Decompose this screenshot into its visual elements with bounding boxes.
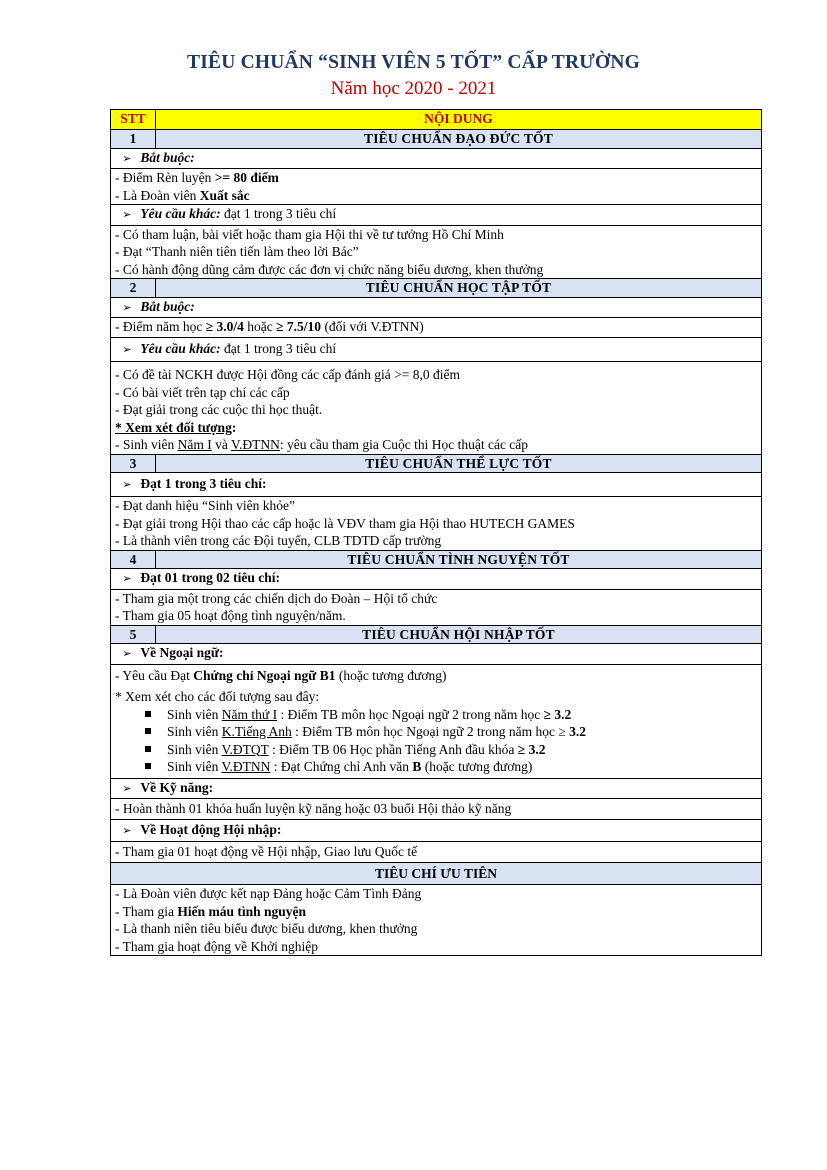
arrow-bullet-icon: ➢	[122, 479, 132, 491]
arrow-bullet-icon: ➢	[122, 573, 132, 585]
content-cell	[111, 799, 762, 820]
page-title: TIÊU CHUẨN “SINH VIÊN 5 TỐT” CẤP TRƯỜNG	[187, 52, 640, 73]
content-cell	[111, 589, 762, 625]
criteria-table	[110, 109, 762, 956]
content-cell	[111, 318, 762, 338]
list-item: - Có tham luận, bài viết hoặc tham gia Hội thi về tư tưởng Hồ Chí Minh	[115, 226, 504, 242]
section-number: 1	[111, 130, 156, 149]
section-title: TIÊU CHUẨN ĐẠO ĐỨC TỐT	[156, 130, 762, 149]
list-item: - Tham gia 05 hoạt động tình nguyện/năm.	[115, 608, 346, 623]
section-header-5	[111, 625, 762, 644]
section-title: TIÊU CHUẨN THỂ LỰC TỐT	[156, 454, 762, 473]
content-cell	[111, 885, 762, 956]
list-item: - Là Đoàn viên Xuất sắc	[115, 187, 250, 203]
section-number: 4	[111, 550, 156, 569]
content-cell	[111, 842, 762, 863]
list-item: - Có bài viết trên tạp chí các cấp	[115, 384, 290, 400]
list-item: - Tham gia 01 hoạt động về Hội nhập, Giao lưu Quốc tế	[115, 844, 418, 859]
section-title: TIÊU CHUẨN TÌNH NGUYỆN TỐT	[156, 550, 762, 569]
list-item: - Đạt danh hiệu “Sinh viên khỏe”	[115, 498, 295, 513]
arrow-bullet-icon: ➢	[122, 648, 132, 660]
list-item: - Đạt giải trong các cuộc thi học thuật.	[115, 402, 323, 417]
content-cell	[111, 225, 762, 279]
list-item: - Tham gia hoạt động về Khởi nghiệp	[115, 938, 318, 954]
arrow-bullet-icon: ➢	[122, 825, 132, 837]
arrow-bullet-icon: ➢	[122, 301, 132, 314]
square-bullet-icon	[145, 711, 151, 717]
list-item: - Là thành viên trong các Đội tuyển, CLB TDTD cấp trường	[115, 533, 442, 548]
list-item: - Có hành động dũng cảm được các đơn vị chức năng biểu dương, khen thưởng	[115, 261, 544, 277]
subheading-other: ➢ Yêu cầu khác: đạt 1 trong 3 tiêu chí	[111, 338, 762, 362]
bullet-item: Sinh viên Năm thứ I : Điểm TB môn học Ngoại ngữ 2 trong năm học ≥ 3.2	[115, 706, 757, 724]
list-item: - Là thanh niên tiêu biểu được biểu dương, khen thưởng	[115, 921, 418, 936]
subheading-required: ➢ Bắt buộc:	[111, 297, 762, 318]
list-item: - Có đề tài NCKH được Hội đồng các cấp đánh giá >= 8,0 điểm	[115, 367, 460, 382]
arrow-bullet-icon: ➢	[122, 344, 132, 356]
section-header-4	[111, 550, 762, 569]
consider-label: * Xem xét đối tượng:	[115, 419, 237, 435]
subheading-integration: ➢ Về Hoạt động Hội nhập:	[111, 820, 762, 842]
list-item: - Sinh viên Năm I và V.ĐTNN: yêu cầu tham gia Cuộc thi Học thuật các cấp	[115, 437, 529, 452]
list-item: - Là Đoàn viên được kết nạp Đảng hoặc Cảm Tình Đảng	[115, 886, 422, 901]
bullet-item: Sinh viên V.ĐTQT : Điểm TB 06 Học phần Tiếng Anh đầu khóa ≥ 3.2	[115, 741, 757, 759]
list-item: * Xem xét cho các đối tượng sau đây:	[115, 689, 320, 704]
content-cell	[111, 664, 762, 778]
section-title: TIÊU CHUẨN HỘI NHẬP TỐT	[156, 625, 762, 644]
section-title: TIÊU CHUẨN HỌC TẬP TỐT	[156, 279, 762, 298]
arrow-bullet-icon: ➢	[122, 782, 132, 795]
section-number: 5	[111, 625, 156, 644]
section-header-1	[111, 130, 762, 149]
square-bullet-icon	[145, 728, 151, 734]
priority-header	[111, 863, 762, 885]
list-item: - Đạt “Thanh niên tiên tiến làm theo lời Bác”	[115, 244, 359, 259]
page-subtitle: Năm học 2020 - 2021	[330, 78, 497, 99]
section-number: 3	[111, 454, 156, 473]
table-header-row	[111, 110, 762, 130]
list-item: - Điểm năm học ≥ 3.0/4 hoặc ≥ 7.5/10 (đối với V.ĐTNN)	[115, 319, 424, 334]
section-header-3	[111, 454, 762, 473]
list-item: - Yêu cầu Đạt Chứng chỉ Ngoại ngữ B1 (hoặc tương đương)	[115, 667, 447, 683]
content-cell	[111, 169, 762, 205]
list-item: - Hoàn thành 01 khóa huấn luyện kỹ năng hoặc 03 buổi Hội thảo kỹ năng	[115, 801, 512, 816]
header-content: NỘI DUNG	[156, 110, 762, 130]
square-bullet-icon	[145, 763, 151, 769]
list-item: - Tham gia Hiến máu tình nguyện	[115, 903, 307, 919]
section-number: 2	[111, 279, 156, 298]
content-cell	[111, 362, 762, 455]
section-header-2	[111, 279, 762, 298]
square-bullet-icon	[145, 746, 151, 752]
arrow-bullet-icon: ➢	[122, 152, 132, 165]
list-item: - Tham gia một trong các chiến dịch do Đoàn – Hội tổ chức	[115, 590, 438, 606]
section-title: TIÊU CHÍ ƯU TIÊN	[111, 863, 762, 885]
list-item: - Điểm Rèn luyện >= 80 điểm	[115, 170, 279, 185]
subheading-other: ➢ Yêu cầu khác: đạt 1 trong 3 tiêu chí	[111, 205, 762, 226]
header-stt: STT	[111, 110, 156, 130]
bullet-item: Sinh viên V.ĐTNN : Đạt Chứng chỉ Anh văn B (hoặc tương đương)	[115, 758, 757, 776]
list-item: - Đạt giải trong Hội thao các cấp hoặc là VĐV tham gia Hội thao HUTECH GAMES	[115, 515, 575, 531]
subheading-criteria: ➢ Đạt 1 trong 3 tiêu chí:	[111, 473, 762, 497]
subheading-required: ➢ Bắt buộc:	[111, 148, 762, 169]
subheading-criteria: ➢ Đạt 01 trong 02 tiêu chí:	[111, 569, 762, 590]
arrow-bullet-icon: ➢	[122, 209, 132, 221]
subheading-skills: ➢ Về Kỹ năng:	[111, 778, 762, 799]
bullet-item: Sinh viên K.Tiếng Anh : Điểm TB môn học Ngoại ngữ 2 trong năm học ≥ 3.2	[115, 723, 757, 741]
subheading-language: ➢ Về Ngoại ngữ:	[111, 644, 762, 665]
content-cell	[111, 497, 762, 551]
